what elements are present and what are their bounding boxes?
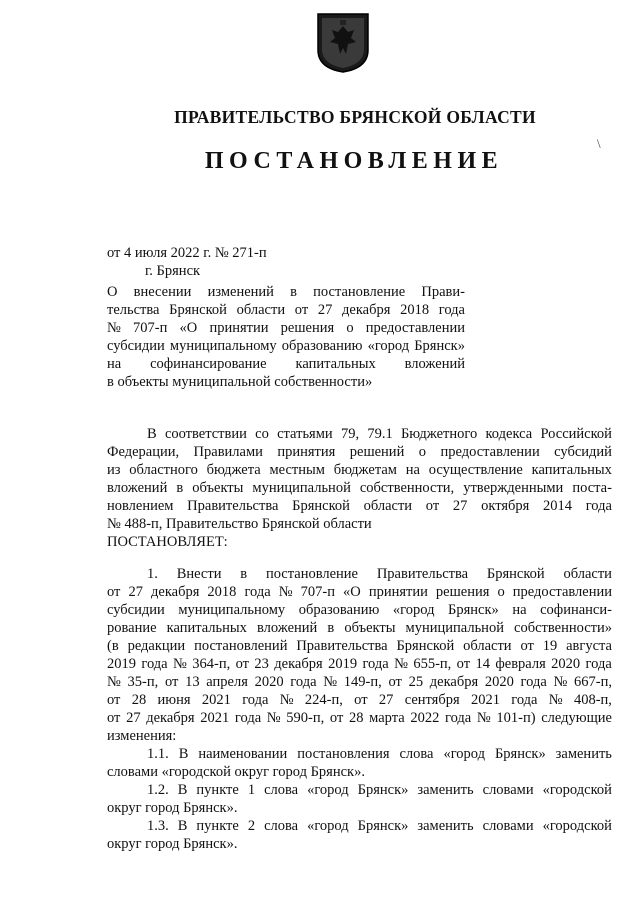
subject-line: О внесении изменений в постановление Прави- bbox=[107, 284, 465, 300]
preamble-line: Федерации, Правилами принятия решений о предоставлении субсидий bbox=[107, 444, 612, 460]
preamble-line: № 488-п, Правительство Брянской области bbox=[107, 516, 372, 532]
subject-line: в объекты муниципальной собственности» bbox=[107, 374, 373, 390]
sub-item-line: 1.2. В пункте 1 слова «город Брянск» заменить словами «городской bbox=[147, 782, 612, 798]
preamble-line: вложений в объекты муниципальной собственности, утвержденными поста- bbox=[107, 480, 612, 496]
government-title: ПРАВИТЕЛЬСТВО БРЯНСКОЙ ОБЛАСТИ bbox=[174, 107, 536, 127]
sub-item-line: округ город Брянск». bbox=[107, 836, 238, 852]
sub-item-line: словами «городской округ город Брянск». bbox=[107, 764, 365, 780]
item-1-line: от 28 июня 2021 года № 224-п, от 27 сентября 2021 года № 408-п, bbox=[107, 692, 612, 708]
item-1-line: от 27 декабря 2018 года № 707-п «О принятии решения о предоставлении bbox=[107, 584, 612, 600]
item-1-line: изменения: bbox=[107, 728, 177, 744]
preamble-line: В соответствии со статьями 79, 79.1 Бюджетного кодекса Российской bbox=[147, 426, 612, 442]
document-city: г. Брянск bbox=[145, 263, 201, 279]
coat-of-arms-emblem bbox=[316, 12, 370, 74]
item-1-line: субсидии муниципальному образованию «город Брянск» на софинанси- bbox=[107, 602, 612, 618]
preamble-line: новлением Правительства Брянской области от 27 октября 2014 года bbox=[107, 498, 612, 514]
preamble-line: из областного бюджета местным бюджетам на осуществление капитальных bbox=[107, 462, 612, 478]
document-date-number: от 4 июля 2022 г. № 271-п bbox=[107, 245, 267, 261]
item-1-line: 2019 года № 364-п, от 23 декабря 2019 года № 655-п, от 14 февраля 2020 года bbox=[107, 656, 612, 672]
subject-line: тельства Брянской области от 27 декабря 2018 года bbox=[107, 302, 465, 318]
subject-line: на софинансирование капитальных вложений bbox=[107, 356, 465, 372]
decree-word: ПОСТАНОВЛЯЕТ: bbox=[107, 534, 228, 550]
item-1-line: № 35-п, от 13 апреля 2020 года № 149-п, от 25 декабря 2020 года № 667-п, bbox=[107, 674, 612, 690]
subject-line: субсидии муниципальному образованию «город Брянск» bbox=[107, 338, 465, 354]
sub-item-line: 1.3. В пункте 2 слова «город Брянск» заменить словами «городской bbox=[147, 818, 612, 834]
margin-mark: \ bbox=[597, 136, 601, 151]
item-1-line: от 27 декабря 2021 года № 590-п, от 28 марта 2022 года № 101-п) следующие bbox=[107, 710, 612, 726]
subject-line: № 707-п «О принятии решения о предоставлении bbox=[107, 320, 465, 336]
item-1-line: рование капитальных вложений в объекты муниципальной собственности» bbox=[107, 620, 612, 636]
document-type-title: ПОСТАНОВЛЕНИЕ bbox=[204, 148, 504, 174]
sub-item-line: 1.1. В наименовании постановления слова «город Брянск» заменить bbox=[147, 746, 612, 762]
item-1-line: 1. Внести в постановление Правительства Брянской области bbox=[147, 566, 612, 582]
item-1-line: (в редакции постановлений Правительства Брянской области от 19 августа bbox=[107, 638, 612, 654]
sub-item-line: округ город Брянск». bbox=[107, 800, 238, 816]
